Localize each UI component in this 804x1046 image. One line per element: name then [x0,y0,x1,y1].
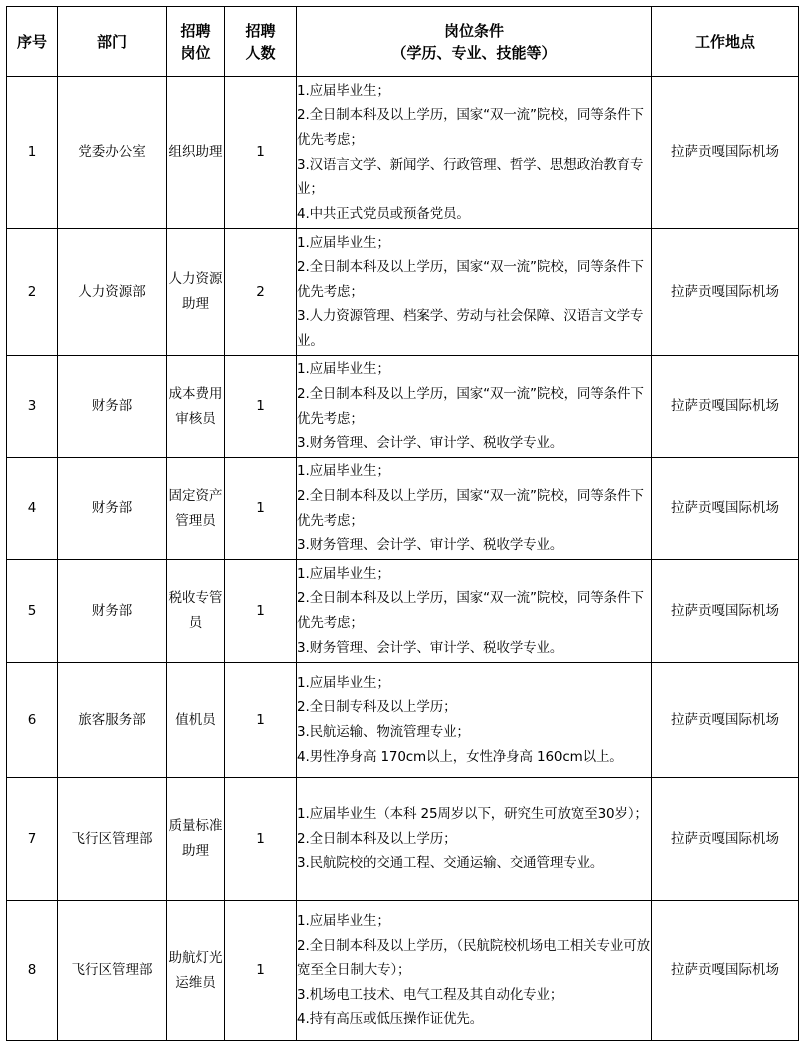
condition-item: 4.男性净身高 170cm以上，女性净身高 160cm以上。 [297,748,623,765]
cell-dept: 旅客服务部 [58,663,167,778]
condition-item: 2.全日制本科及以上学历，国家“双一流”院校，同等条件下优先考虑； [297,385,644,427]
cell-position: 人力资源助理 [167,229,225,356]
condition-item: 1.应届毕业生； [297,82,390,99]
cell-dept: 党委办公室 [58,77,167,229]
condition-item: 2.全日制本科及以上学历，国家“双一流”院校，同等条件下优先考虑； [297,107,644,148]
condition-item: 3.汉语言文学、新闻学、行政管理、哲学、思想政治教育专业； [297,156,644,198]
cell-dept: 财务部 [58,560,167,663]
cell-seq: 8 [7,901,58,1041]
cell-seq: 6 [7,663,58,778]
condition-item: 4.持有高压或低压操作证优先。 [297,1011,484,1028]
cell-position: 助航灯光运维员 [167,901,225,1041]
cell-position: 质量标准助理 [167,778,225,901]
condition-item: 3.民航院校的交通工程、交通运输、交通管理专业。 [297,855,604,872]
header-conditions [297,7,652,77]
cell-position: 固定资产管理员 [167,458,225,560]
condition-item: 2.全日制本科及以上学历，国家“双一流”院校，同等条件下优先考虑； [297,259,644,300]
condition-item: 2.全日制本科及以上学历，国家“双一流”院校，同等条件下优先考虑； [297,487,644,529]
cell-location: 拉萨贡嘎国际机场 [652,778,799,901]
cell-location: 拉萨贡嘎国际机场 [652,560,799,663]
cell-location: 拉萨贡嘎国际机场 [652,229,799,356]
header-conditions-line-1: 岗位条件 [443,21,504,40]
cell-seq: 1 [7,77,58,229]
cell-position: 税收专管员 [167,560,225,663]
header-position [167,7,225,77]
header-seq: 序号 [7,7,58,77]
table-row [7,560,799,663]
cell-location: 拉萨贡嘎国际机场 [652,356,799,458]
table-row [7,77,799,229]
cell-seq: 3 [7,356,58,458]
condition-item: 1.应届毕业生（本科 25周岁以下，研究生可放宽至30岁）； [297,806,648,823]
cell-conditions [297,778,652,901]
cell-conditions [297,663,652,778]
cell-conditions [297,901,652,1041]
cell-count: 1 [225,356,297,458]
table-row [7,458,799,560]
condition-item: 2.全日制专科及以上学历； [297,699,457,716]
header-dept: 部门 [58,7,167,77]
header-location: 工作地点 [652,7,799,77]
cell-position: 组织助理 [167,77,225,229]
cell-conditions [297,229,652,356]
header-row [7,7,799,77]
condition-item: 3.民航运输、物流管理专业； [297,724,470,740]
condition-item: 3.财务管理、会计学、审计学、税收学专业。 [297,639,564,656]
condition-item: 1.应届毕业生； [297,234,390,251]
cell-seq: 7 [7,778,58,901]
cell-location: 拉萨贡嘎国际机场 [652,901,799,1041]
cell-dept: 财务部 [58,356,167,458]
cell-count: 1 [225,458,297,560]
cell-seq: 5 [7,560,58,663]
condition-item: 3.财务管理、会计学、审计学、税收学专业。 [297,537,564,554]
condition-item: 3.机场电工技术、电气工程及其自动化专业； [297,986,564,1003]
condition-item: 4.中共正式党员或预备党员。 [297,205,470,222]
cell-count: 1 [225,663,297,778]
condition-item: 1.应届毕业生； [297,463,390,480]
header-conditions-line-2: （学历、专业、技能等） [391,43,557,62]
cell-conditions [297,458,652,560]
table-row [7,229,799,356]
cell-conditions [297,356,652,458]
condition-item: 1.应届毕业生； [297,674,390,691]
cell-dept: 人力资源部 [58,229,167,356]
table-row [7,663,799,778]
cell-location: 拉萨贡嘎国际机场 [652,663,799,778]
cell-location: 拉萨贡嘎国际机场 [652,77,799,229]
cell-conditions [297,560,652,663]
cell-count: 1 [225,901,297,1041]
cell-dept: 财务部 [58,458,167,560]
header-count-line-2: 人数 [245,43,276,62]
cell-seq: 2 [7,229,58,356]
header-position-line-2: 岗位 [180,43,211,62]
condition-item: 3.财务管理、会计学、审计学、税收学专业。 [297,435,564,452]
header-count [225,7,297,77]
condition-item: 1.应届毕业生； [297,913,390,930]
recruitment-table [6,6,799,1041]
cell-count: 1 [225,560,297,663]
table-body [7,77,799,1041]
cell-location: 拉萨贡嘎国际机场 [652,458,799,560]
condition-item: 1.应届毕业生； [297,361,390,378]
condition-item: 2.全日制本科及以上学历，国家“双一流”院校，同等条件下优先考虑； [297,590,644,631]
cell-count: 1 [225,778,297,901]
cell-conditions [297,77,652,229]
condition-item: 2.全日制本科及以上学历，（民航院校机场电工相关专业可放宽至全日制大专）； [297,937,650,979]
table-row [7,778,799,901]
condition-item: 2.全日制本科及以上学历； [297,830,457,847]
header-position-line-1: 招聘 [180,21,211,40]
cell-position: 成本费用审核员 [167,356,225,458]
cell-position: 值机员 [167,663,225,778]
cell-count: 2 [225,229,297,356]
condition-item: 3.人力资源管理、档案学、劳动与社会保障、汉语言文学专业。 [297,308,644,349]
table-row [7,901,799,1041]
header-count-line-1: 招聘 [245,21,276,40]
table-row [7,356,799,458]
cell-seq: 4 [7,458,58,560]
condition-item: 1.应届毕业生； [297,565,390,582]
cell-count: 1 [225,77,297,229]
cell-dept: 飞行区管理部 [58,778,167,901]
cell-dept: 飞行区管理部 [58,901,167,1041]
